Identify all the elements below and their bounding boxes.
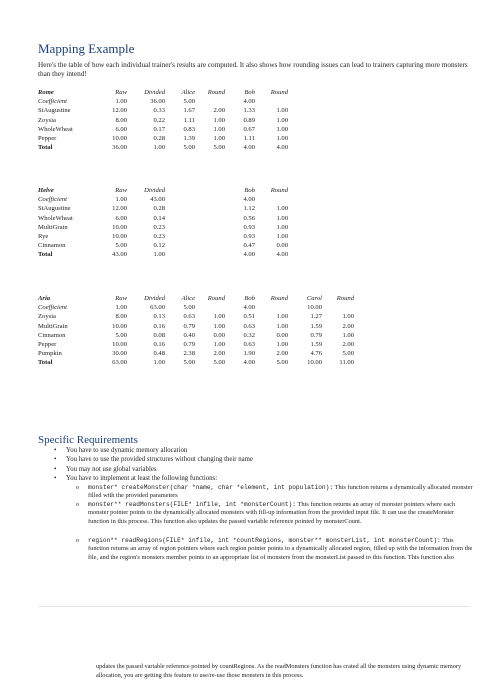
table-cell: 1.00	[342, 313, 354, 321]
table-cell: 0.89	[243, 116, 255, 124]
column-header: Helve	[38, 187, 54, 195]
table-row	[38, 125, 288, 134]
table-cell: 0.16	[153, 322, 165, 330]
row-label: WholeWheat	[38, 214, 73, 222]
function-read-monsters	[76, 501, 474, 527]
function-description: This function returns an array of monster pointers where each monster pointer points to the dynamically allocated monsters with fill-up information from the provided input file. It can use the createMonster function in this process. This function also updates the passed variable reference pointed by monsterCount.	[88, 500, 456, 525]
table-row	[38, 143, 288, 152]
table-row	[38, 223, 288, 232]
column-header: Raw	[115, 295, 127, 303]
requirements-title: Specific Requirements	[38, 434, 138, 446]
table-header-row	[38, 186, 288, 195]
column-header: Raw	[115, 89, 127, 97]
table-cell: 4.00	[276, 144, 288, 152]
table-cell: 1.00	[276, 107, 288, 115]
table-cell: 5.00	[183, 98, 195, 106]
row-label: StAugustine	[38, 107, 71, 115]
table-cell: 0.93	[243, 233, 255, 241]
table-cell: 12.00	[112, 205, 127, 213]
table-cell: 0.23	[153, 233, 165, 241]
table-cell: 5.00	[183, 144, 195, 152]
row-label: Total	[38, 251, 53, 259]
function-create-monster	[76, 484, 474, 501]
table-cell: 0.47	[243, 242, 255, 250]
table-cell: 0.16	[153, 341, 165, 349]
table-cell: 63.00	[112, 359, 127, 367]
table-cell: 36.00	[112, 144, 127, 152]
table-cell: 2.00	[276, 350, 288, 358]
table-row	[38, 97, 288, 106]
table-row	[38, 241, 288, 250]
table-row	[38, 331, 354, 340]
table-cell: 36.00	[150, 98, 165, 106]
row-label: MultiGrain	[38, 223, 68, 231]
table-cell: 10.00	[307, 304, 322, 312]
column-header: Divided	[144, 89, 165, 97]
row-label: Coefficient	[38, 304, 67, 312]
table-cell: 63.00	[150, 304, 165, 312]
table-cell: 0.63	[183, 313, 195, 321]
table-cell: 10.00	[307, 359, 322, 367]
function-list	[66, 484, 474, 563]
table-cell: 1.00	[342, 331, 354, 339]
table-cell: 0.14	[153, 214, 165, 222]
table-cell	[255, 303, 288, 312]
intro-paragraph: Here's the table of how each individual trainer's results are computed. It also shows how rounding issues can lead to trainers capturing more monsters than they intend!	[38, 61, 468, 78]
table-cell: 4.00	[243, 251, 255, 259]
table-row	[38, 204, 288, 213]
table-cell: 1.00	[276, 116, 288, 124]
column-header: Carol	[306, 295, 322, 303]
column-header: Divided	[144, 295, 165, 303]
table-header-row	[38, 88, 288, 97]
table-row	[38, 250, 288, 259]
row-label: MultiGrain	[38, 322, 68, 330]
table-cell: 5.00	[115, 242, 127, 250]
table-cell: 0.28	[153, 135, 165, 143]
table-cell: 10.00	[112, 223, 127, 231]
table-row	[38, 322, 354, 331]
table-cell	[195, 303, 225, 312]
column-header: Alice	[181, 89, 195, 97]
table-cell: 0.17	[153, 125, 165, 133]
table-cell: 2.00	[342, 322, 354, 330]
table-cell: 4.76	[310, 350, 322, 358]
table-cell: 8.00	[115, 116, 127, 124]
function-description: This function returns an array of region pointers where each region pointer points to a dynamically allocated region, filled up with the information from the file, and the region's monsters member points to an appropriate list of monsters from the monsterList passed to this function. This function also	[88, 536, 473, 561]
continuation-paragraph: updates the passed variable reference pointed by countRegions. As the readMonsters function has crated all the monsters using dynamic memory allocation, you are getting this feature to use/re-use those monsters in this process.	[96, 663, 462, 679]
table-cell: 2.38	[183, 350, 195, 358]
row-label: Total	[38, 359, 53, 367]
table-cell: 5.00	[213, 144, 225, 152]
row-label: Zoysia	[38, 116, 56, 124]
table-cell: 1.00	[153, 144, 165, 152]
table-cell: 1.00	[276, 233, 288, 241]
table-row	[38, 349, 354, 358]
column-header: Alice	[181, 295, 195, 303]
table-cell: 0.12	[153, 242, 165, 250]
table-cell: 2.00	[342, 341, 354, 349]
list-item: • You have to use dynamic memory allocation	[54, 446, 474, 455]
table-cell: 1.00	[115, 304, 127, 312]
requirements-list	[54, 446, 474, 562]
table-row	[38, 340, 354, 349]
table-row	[38, 134, 288, 143]
table-cell: 10.00	[112, 322, 127, 330]
table-cell: 0.48	[153, 350, 165, 358]
table-row	[38, 303, 354, 312]
column-header: Divided	[144, 187, 165, 195]
list-item-text: You have to implement at least the following functions:	[66, 475, 218, 483]
row-label: Pepper	[38, 341, 57, 349]
table-cell: 1.90	[243, 350, 255, 358]
table-cell: 1.00	[276, 135, 288, 143]
table-cell: 1.00	[115, 196, 127, 204]
table-cell: 0.13	[153, 313, 165, 321]
table-cell	[255, 97, 288, 106]
function-signature: region** readRegions(FILE* infile, int *countRegions, monster** monsterList, int monsterCount):	[88, 536, 441, 544]
table-cell: 0.23	[153, 223, 165, 231]
table-cell: 0.79	[183, 341, 195, 349]
table-cell: 0.28	[153, 205, 165, 213]
page-divider	[38, 606, 470, 607]
function-read-regions	[76, 537, 474, 563]
table-cell: 0.79	[310, 331, 322, 339]
table-cell: 1.00	[213, 313, 225, 321]
table-cell: 2.00	[213, 350, 225, 358]
table-row	[38, 214, 288, 223]
list-item: • You may not use global variables	[54, 465, 474, 474]
table-cell: 0.22	[153, 116, 165, 124]
table-header-row	[38, 294, 354, 303]
table-cell: 1.00	[276, 223, 288, 231]
table-cell: 1.00	[276, 125, 288, 133]
table-cell: 0.40	[183, 331, 195, 339]
table-cell: 1.11	[183, 116, 195, 124]
table-cell	[255, 195, 288, 204]
table-cell: 6.00	[115, 125, 127, 133]
list-item: • You have to use the provided structures without changing their name	[54, 455, 474, 464]
table-cell: 43.00	[112, 251, 127, 259]
table-cell: 1.00	[213, 135, 225, 143]
table-cell: 1.27	[310, 313, 322, 321]
table-cell: 1.59	[310, 341, 322, 349]
aria-table	[38, 294, 354, 368]
column-header: Round	[270, 89, 288, 97]
row-label: Cinnamon	[38, 331, 66, 339]
table-cell: 1.11	[243, 135, 255, 143]
table-cell: 1.00	[276, 313, 288, 321]
column-header: Bob	[244, 295, 255, 303]
row-label: Pumpkin	[38, 350, 62, 358]
table-cell: 1.00	[213, 125, 225, 133]
table-row	[38, 116, 288, 125]
table-row	[38, 195, 288, 204]
table-cell	[322, 303, 354, 312]
table-cell: 1.00	[276, 214, 288, 222]
table-cell: 1.00	[213, 322, 225, 330]
row-label: WholeWheat	[38, 125, 73, 133]
table-cell: 0.79	[183, 322, 195, 330]
row-label: Cinnamon	[38, 242, 66, 250]
table-cell: 11.00	[339, 359, 354, 367]
table-cell: 0.56	[243, 214, 255, 222]
column-header: Round	[207, 295, 225, 303]
column-header: Round	[270, 295, 288, 303]
table-cell: 0.51	[243, 313, 255, 321]
table-cell: 5.00	[342, 350, 354, 358]
table-cell: 2.00	[213, 107, 225, 115]
table-cell: 10.00	[112, 341, 127, 349]
column-header: Raw	[115, 187, 127, 195]
table-cell	[195, 97, 225, 106]
table-cell: 5.00	[183, 304, 195, 312]
column-header: Bob	[244, 187, 255, 195]
table-cell: 4.00	[243, 359, 255, 367]
row-label: Total	[38, 144, 53, 152]
row-label: Coefficient	[38, 98, 67, 106]
table-cell: 10.00	[112, 233, 127, 241]
table-cell: 0.08	[153, 331, 165, 339]
table-row	[38, 232, 288, 241]
table-cell: 0.63	[243, 341, 255, 349]
table-cell: 1.00	[115, 98, 127, 106]
table-cell: 1.00	[153, 359, 165, 367]
table-cell: 5.00	[183, 359, 195, 367]
table-cell: 1.00	[276, 205, 288, 213]
table-cell: 5.00	[276, 359, 288, 367]
table-cell: 4.00	[276, 251, 288, 259]
column-header: Aria	[38, 295, 51, 303]
table-row	[38, 106, 288, 115]
table-cell: 4.00	[243, 98, 255, 106]
column-header: Round	[270, 187, 288, 195]
column-header: Rome	[38, 89, 54, 97]
column-header: Round	[336, 295, 354, 303]
table-row	[38, 312, 354, 321]
table-cell: 1.00	[213, 116, 225, 124]
table-cell: 1.12	[243, 205, 255, 213]
function-description: This function returns a dynamically allocated monster filled with the provided parameters	[88, 483, 473, 500]
table-cell: 0.67	[243, 125, 255, 133]
table-cell: 1.39	[183, 135, 195, 143]
table-cell: 1.59	[310, 322, 322, 330]
table-cell: 1.67	[183, 107, 195, 115]
table-cell: 8.00	[115, 313, 127, 321]
function-signature: monster** readMonsters(FILE* infile, int *monsterCount):	[88, 500, 296, 508]
table-cell: 0.83	[183, 125, 195, 133]
list-item	[54, 474, 474, 562]
table-cell: 1.00	[276, 341, 288, 349]
table-cell: 0.00	[276, 331, 288, 339]
table-cell: 1.00	[276, 322, 288, 330]
table-cell: 0.93	[243, 223, 255, 231]
page-title: Mapping Example	[38, 41, 135, 56]
table-cell: 4.00	[243, 304, 255, 312]
row-label: Pepper	[38, 135, 57, 143]
column-header: Round	[207, 89, 225, 97]
row-label: Zoysia	[38, 313, 56, 321]
table-row	[38, 358, 354, 367]
table-cell: 12.00	[112, 107, 127, 115]
row-label: Coefficient	[38, 196, 67, 204]
table-cell: 30.00	[112, 350, 127, 358]
table-cell: 43.00	[150, 196, 165, 204]
table-cell: 6.00	[115, 214, 127, 222]
table-cell: 1.33	[243, 107, 255, 115]
row-label: StAugustine	[38, 205, 71, 213]
function-signature: monster* createMonster(char *name, char *element, int population):	[88, 483, 334, 491]
column-header: Bob	[244, 89, 255, 97]
table-cell: 1.00	[153, 251, 165, 259]
table-cell: 0.32	[243, 331, 255, 339]
table-cell: 5.00	[115, 331, 127, 339]
table-cell: 10.00	[112, 135, 127, 143]
table-cell: 5.00	[213, 359, 225, 367]
table-cell: 4.00	[243, 144, 255, 152]
table-cell: 0.63	[243, 322, 255, 330]
table-cell: 1.00	[213, 341, 225, 349]
helve-table	[38, 186, 288, 260]
table-cell: 0.00	[213, 331, 225, 339]
table-cell: 0.33	[153, 107, 165, 115]
rome-table	[38, 88, 288, 152]
row-label: Rye	[38, 233, 49, 241]
table-cell: 0.00	[276, 242, 288, 250]
table-cell: 4.00	[243, 196, 255, 204]
